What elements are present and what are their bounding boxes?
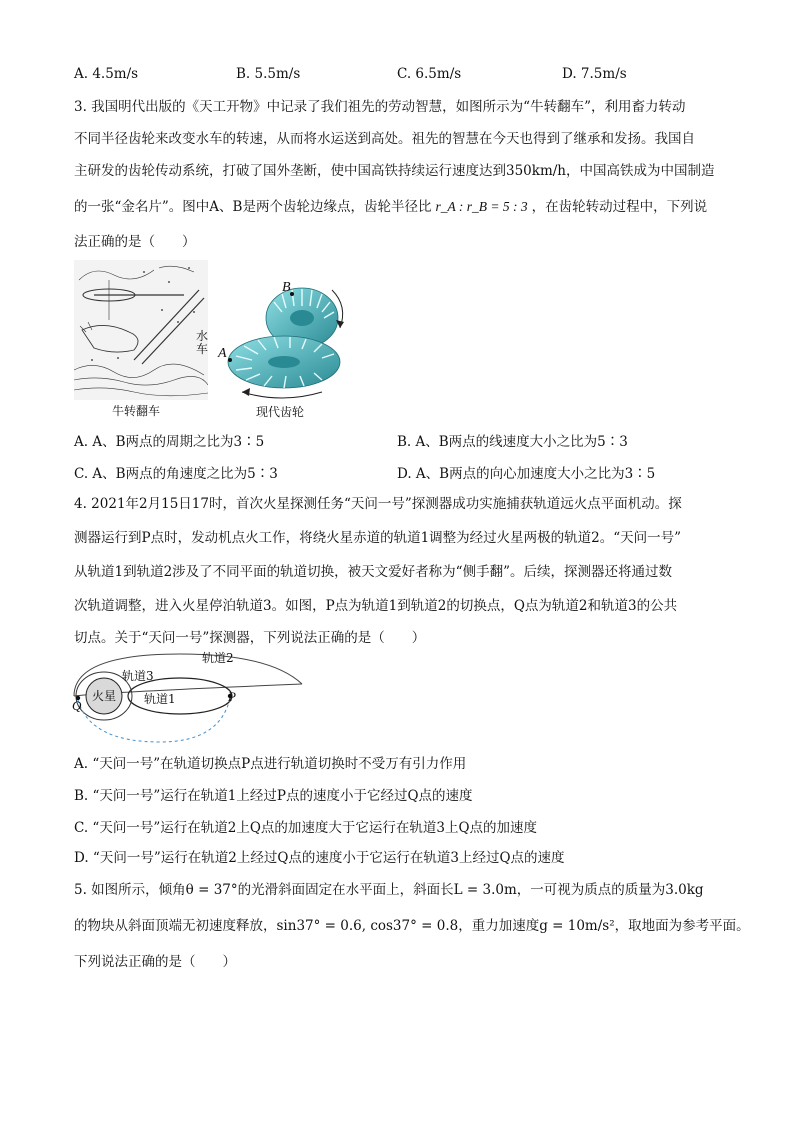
- q3-ratio: r_A : r_B = 5 : 3: [435, 199, 528, 214]
- q2-option-c: C. 6.5m/s: [397, 66, 462, 82]
- q3-option-b: B. A、B两点的线速度大小之比为5∶3: [397, 434, 628, 450]
- q2-option-b: B. 5.5m/s: [236, 66, 301, 82]
- q4-option-b: B. “天问一号”运行在轨道1上经过P点的速度小于它经过Q点的速度: [74, 788, 473, 804]
- q3-line-5: 法正确的是（ ）: [74, 234, 196, 250]
- q4-line-4: 次轨道调整，进入火星停泊轨道3。如图，P点为轨道1到轨道2的切换点，Q点为轨道2和轨道3的公共: [74, 598, 678, 614]
- q5-line-1: 5. 如图所示，倾角θ = 37°的光滑斜面固定在水平面上，斜面长L = 3.0m，一可视为质点的质量为3.0kg: [74, 882, 704, 898]
- q4-line-1: 4. 2021年2月15日17时，首次火星探测任务“天问一号”探测器成功实施捕获轨道远火点平面机动。探: [74, 496, 682, 512]
- q4-line-2: 测器运行到P点时，发动机点火工作，将绕火星赤道的轨道1调整为经过火星两极的轨道2。“天问一号”: [74, 530, 682, 546]
- q5-line-3: 下列说法正确的是（ ）: [74, 954, 236, 970]
- q4-option-a: A. “天问一号”在轨道切换点P点进行轨道切换时不受万有引力作用: [74, 756, 467, 772]
- gear-a: [228, 336, 340, 388]
- point-b-label: B: [282, 280, 291, 295]
- q3-line-4: [74, 197, 707, 217]
- ox-waterwheel-figure: [74, 260, 208, 400]
- q5-line-2: 的物块从斜面顶端无初速度释放，sin37° = 0.6, cos37° = 0.8，重力加速度g = 10m/s²，取地面为参考平面。: [74, 918, 750, 934]
- point-p-label: P: [228, 689, 236, 704]
- q4-line-5: 切点。关于“天问一号”探测器，下列说法正确的是（ ）: [74, 630, 426, 646]
- water-wheel-vertical-label: 水车: [196, 329, 209, 356]
- q4-option-c: C. “天问一号”运行在轨道2上Q点的加速度大于它运行在轨道3上Q点的加速度: [74, 820, 538, 836]
- q3-option-d: D. A、B两点的向心加速度大小之比为3∶5: [397, 466, 656, 482]
- q3-line-1: 3. 我国明代出版的《天工开物》中记录了我们祖先的劳动智慧，如图所示为“牛转翻车”，利用畜力转动: [74, 99, 686, 115]
- point-a-label: A: [218, 346, 227, 361]
- mars-label: 火星: [92, 689, 117, 703]
- q2-option-a: A. 4.5m/s: [74, 66, 139, 82]
- q3-line-3: 主研发的齿轮传动系统，打破了国外垄断，使中国高铁持续运行速度达到350km/h，中国高铁成为中国制造: [74, 163, 715, 179]
- orbit-2-label: 轨道2: [202, 651, 234, 665]
- point-q-label: Q: [72, 698, 82, 713]
- bevel-gears-figure: [222, 276, 362, 404]
- q3-option-c: C. A、B两点的角速度之比为5∶3: [74, 466, 278, 482]
- orbit-3-label: 轨道3: [122, 669, 154, 683]
- modern-gear-caption: 现代齿轮: [256, 405, 305, 419]
- q4-option-d: D. “天问一号”运行在轨道2上经过Q点的速度小于它运行在轨道3上经过Q点的速度: [74, 850, 565, 866]
- q3-option-a: A. A、B两点的周期之比为3∶5: [74, 434, 265, 450]
- q3-line-4-text: 的一张“金名片”。图中A、B是两个齿轮边缘点，齿轮半径比: [74, 199, 432, 215]
- q2-option-d: D. 7.5m/s: [562, 66, 627, 82]
- q3-line-4-tail: ，在齿轮转动过程中，下列说: [531, 199, 708, 215]
- q4-line-3: 从轨道1到轨道2涉及了不同平面的轨道切换，被天文爱好者称为“侧手翻”。后续，探测器还将通过数: [74, 564, 672, 580]
- orbit-1-label: 轨道1: [144, 692, 176, 706]
- ox-waterwheel-caption: 牛转翻车: [112, 404, 161, 418]
- q3-line-2: 不同半径齿轮来改变水车的转速，从而将水运送到高处。祖先的智慧在今天也得到了继承和发扬。我国自: [74, 131, 695, 147]
